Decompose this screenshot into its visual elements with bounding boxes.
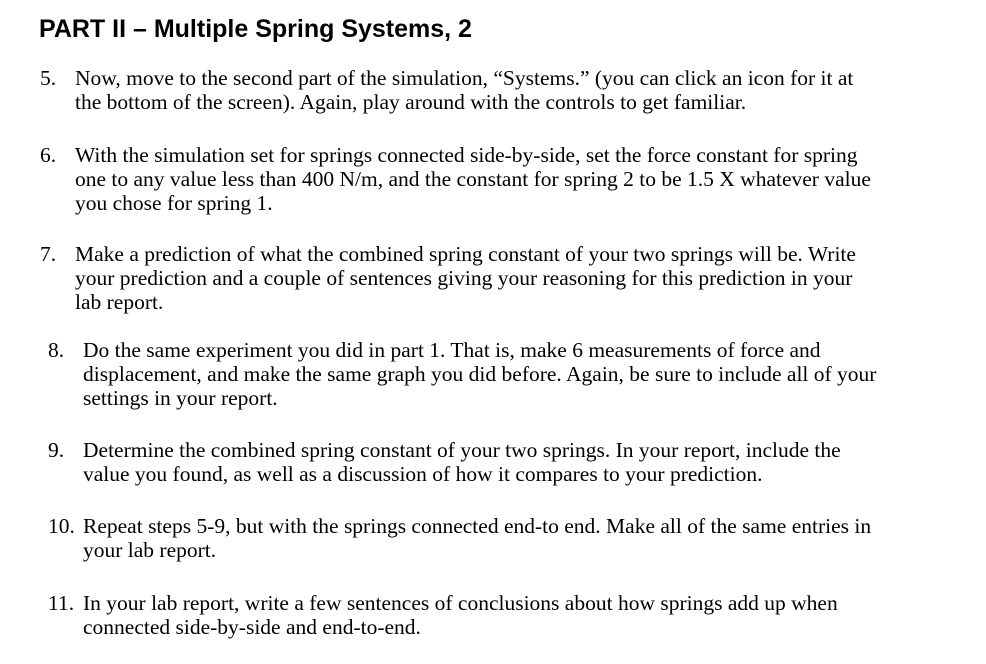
step-number: 9. — [48, 438, 65, 462]
step-text — [75, 66, 853, 114]
step-line: Make a prediction of what the combined spring constant of your two springs will be. Write — [75, 242, 856, 266]
step-line: Determine the combined spring constant of your two springs. In your report, include the — [83, 438, 841, 462]
step-number: 10. — [48, 514, 75, 538]
step-line: your lab report. — [83, 538, 217, 562]
step-number: 8. — [48, 338, 65, 362]
step-text — [75, 242, 856, 314]
step-line: settings in your report. — [83, 386, 278, 410]
step-number: 5. — [40, 66, 57, 90]
step-text — [83, 591, 838, 639]
step-line: one to any value less than 400 N/m, and the constant for spring 2 to be 1.5 X whatever value — [75, 167, 871, 191]
step-line: lab report. — [75, 290, 164, 314]
step-line: you chose for spring 1. — [75, 191, 273, 215]
step-line: Do the same experiment you did in part 1. That is, make 6 measurements of force and — [83, 338, 821, 362]
step-text — [83, 438, 841, 486]
step-number: 11. — [48, 591, 75, 615]
step-line: connected side-by-side and end-to-end. — [83, 615, 421, 639]
step-line: In your lab report, write a few sentences of conclusions about how springs add up when — [83, 591, 838, 615]
step-line: displacement, and make the same graph you did before. Again, be sure to include all of your — [83, 362, 877, 386]
page-title: PART II – Multiple Spring Systems, 2 — [39, 15, 472, 43]
step-line: Now, move to the second part of the simulation, “Systems.” (you can click an icon for it at — [75, 66, 854, 90]
step-line: the bottom of the screen). Again, play around with the controls to get familiar. — [75, 90, 747, 114]
step-line: value you found, as well as a discussion of how it compares to your prediction. — [83, 462, 763, 486]
step-number: 6. — [40, 143, 57, 167]
step-line: Repeat steps 5-9, but with the springs connected end-to end. Make all of the same entries in — [83, 514, 872, 538]
step-line: With the simulation set for springs connected side-by-side, set the force constant for spring — [75, 143, 858, 167]
step-text — [83, 338, 876, 410]
step-line: your prediction and a couple of sentences giving your reasoning for this prediction in your — [75, 266, 853, 290]
step-text — [83, 514, 871, 562]
step-number: 7. — [40, 242, 57, 266]
step-text — [75, 143, 871, 215]
